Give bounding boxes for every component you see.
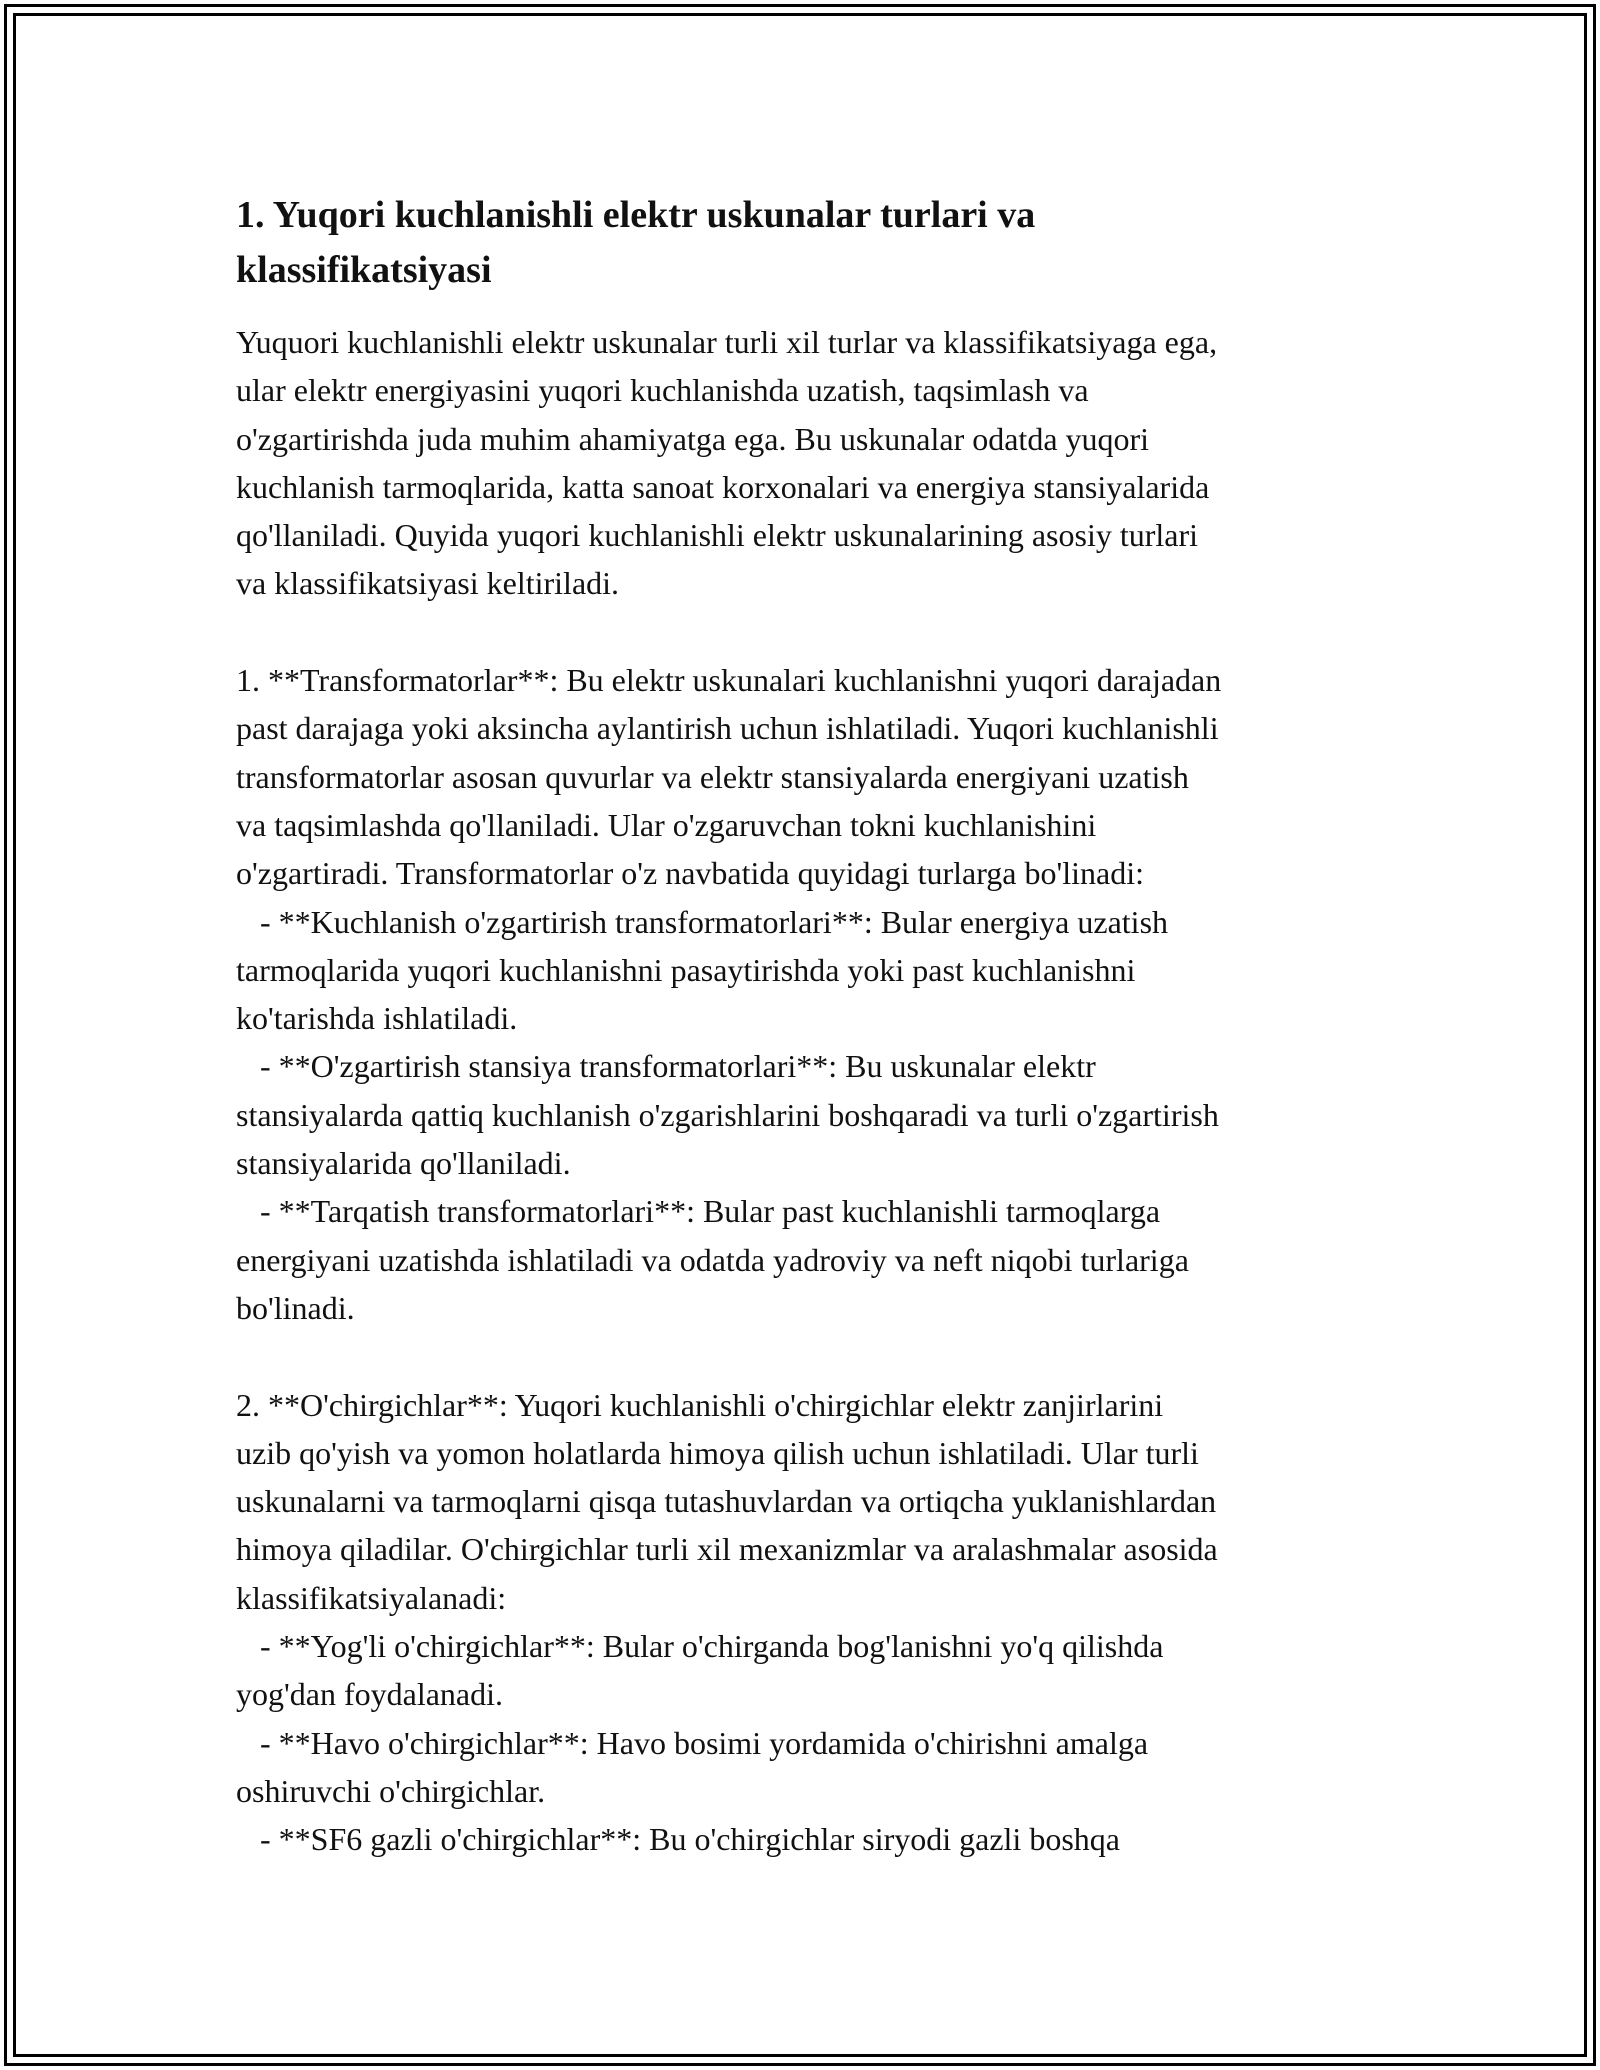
list-item-line: - **Yog'li o'chirgichlar**: Bular o'chirganda bog'lanishni yo'q qilishda: [236, 1628, 1164, 1665]
text-line: o'zgartiradi. Transformatorlar o'z navbatida quyidagi turlarga bo'linadi:: [236, 855, 1145, 892]
list-item-line: - **O'zgartirish stansiya transformatorlari**: Bu uskunalar elektr: [236, 1048, 1096, 1085]
breakers-section: [236, 1381, 1376, 1864]
text-line: o'zgartirishda juda muhim ahamiyatga ega. Bu uskunalar odatda yuqori: [236, 420, 1150, 457]
list-item-line: - **Havo o'chirgichlar**: Havo bosimi yordamida o'chirishni amalga: [236, 1724, 1149, 1761]
text-line: stansiyalarda qattiq kuchlanish o'zgarishlarini boshqaradi va turli o'zgartirish: [236, 1096, 1219, 1133]
text-line: transformatorlar asosan quvurlar va elektr stansiyalarda energiyani uzatish: [236, 758, 1189, 795]
list-item-line: - **Kuchlanish o'zgartirish transformatorlari**: Bular energiya uzatish: [236, 903, 1169, 940]
text-line: stansiyalarida qo'llaniladi.: [236, 1145, 571, 1182]
heading-line: 1. Yuqori kuchlanishli elektr uskunalar turlari va: [236, 194, 1036, 236]
text-line: past darajaga yoki aksincha aylantirish uchun ishlatiladi. Yuqori kuchlanishli: [236, 710, 1219, 747]
text-line: ular elektr energiyasini yuqori kuchlanishda uzatish, taqsimlash va: [236, 372, 1089, 409]
section-heading: [236, 188, 1376, 298]
transformers-section: [236, 656, 1376, 1332]
text-line: uskunalarni va tarmoqlarni qisqa tutashuvlardan va ortiqcha yuklanishlardan: [236, 1483, 1217, 1520]
paragraph-gap: [236, 608, 1376, 656]
intro-paragraph: [236, 318, 1376, 608]
text-line: himoya qiladilar. O'chirgichlar turli xil mexanizmlar va aralashmalar asosida: [236, 1531, 1218, 1568]
list-item-line: - **Tarqatish transformatorlari**: Bular past kuchlanishli tarmoqlarga: [236, 1193, 1161, 1230]
text-line: klassifikatsiyalanadi:: [236, 1579, 507, 1616]
text-line: bo'linadi.: [236, 1289, 355, 1326]
text-line: oshiruvchi o'chirgichlar.: [236, 1772, 546, 1809]
text-line: qo'llaniladi. Quyida yuqori kuchlanishli elektr uskunalarining asosiy turlari: [236, 517, 1199, 554]
text-line: yog'dan foydalanadi.: [236, 1676, 504, 1713]
text-line: kuchlanish tarmoqlarida, katta sanoat korxonalari va energiya stansiyalarida: [236, 468, 1210, 505]
text-line: va taqsimlashda qo'llaniladi. Ular o'zgaruvchan tokni kuchlanishini: [236, 806, 1097, 843]
text-line: ko'tarishda ishlatiladi.: [236, 1000, 518, 1037]
text-line: 1. **Transformatorlar**: Bu elektr uskunalari kuchlanishni yuqori darajadan: [236, 662, 1222, 699]
list-item-line: - **SF6 gazli o'chirgichlar**: Bu o'chirgichlar siryodi gazli boshqa: [236, 1821, 1120, 1858]
paragraph-gap: [236, 1332, 1376, 1380]
heading-line: klassifikatsiyasi: [236, 249, 492, 291]
document-page: [236, 188, 1376, 1864]
text-line: 2. **O'chirgichlar**: Yuqori kuchlanishli o'chirgichlar elektr zanjirlarini: [236, 1386, 1164, 1423]
text-line: uzib qo'yish va yomon holatlarda himoya qilish uchun ishlatiladi. Ular turli: [236, 1434, 1199, 1471]
text-line: Yuquori kuchlanishli elektr uskunalar turli xil turlar va klassifikatsiyaga ega,: [236, 324, 1218, 360]
text-line: tarmoqlarida yuqori kuchlanishni pasaytirishda yoki past kuchlanishni: [236, 951, 1136, 988]
text-line: energiyani uzatishda ishlatiladi va odatda yadroviy va neft niqobi turlariga: [236, 1241, 1189, 1278]
text-line: va klassifikatsiyasi keltiriladi.: [236, 565, 620, 602]
